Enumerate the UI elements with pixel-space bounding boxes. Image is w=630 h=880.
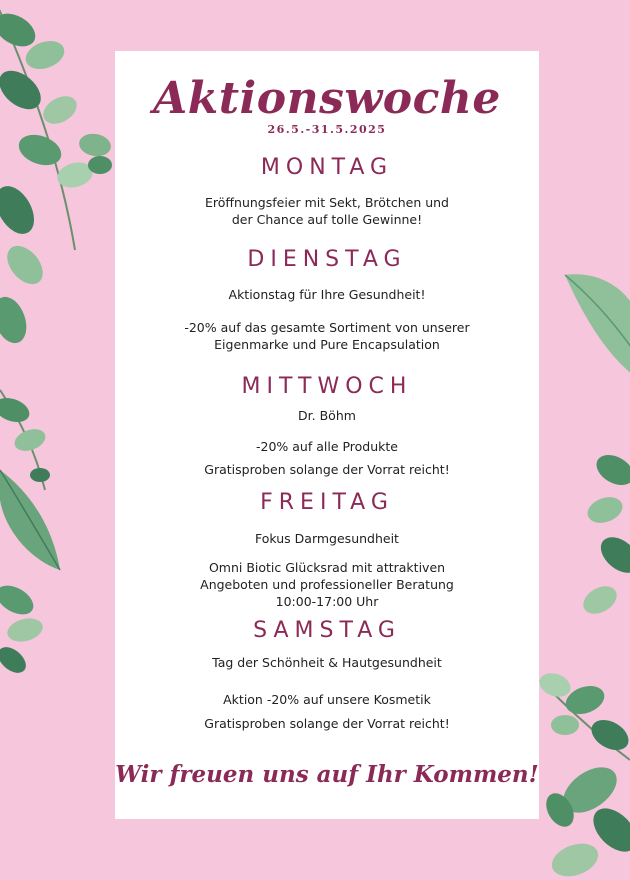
wednesday-line-2: -20% auf alle Produkte — [255, 439, 398, 454]
tuesday-line-3: Eigenmarke und Pure Encapsulation — [214, 337, 440, 352]
wednesday-line-1: Dr. Böhm — [298, 408, 356, 423]
friday-line-1: Fokus Darmgesundheit — [255, 531, 399, 546]
friday-line-4: 10:00-17:00 Uhr — [275, 594, 379, 609]
saturday-line-1: Tag der Schönheit & Hautgesundheit — [212, 655, 442, 670]
monday-line-1: Eröffnungsfeier mit Sekt, Brötchen und — [205, 195, 449, 210]
day-heading-saturday: SAMSTAG — [253, 618, 401, 643]
day-heading-wednesday: MITTWOCH — [241, 374, 413, 399]
saturday-line-3: Gratisproben solange der Vorrat reicht! — [204, 716, 450, 731]
day-heading-monday: MONTAG — [260, 155, 394, 180]
flyer-date: 26.5.-31.5.2025 — [267, 123, 387, 136]
day-heading-friday: FREITAG — [260, 490, 394, 515]
day-heading-tuesday: DIENSTAG — [247, 247, 407, 272]
tuesday-line-1: Aktionstag für Ihre Gesundheit! — [228, 287, 426, 302]
right-leaf-cluster — [536, 274, 630, 880]
monday-line-2: der Chance auf tolle Gewinne! — [231, 212, 423, 227]
flyer-card — [115, 51, 539, 819]
left-leaf-cluster — [0, 0, 113, 678]
closing-message: Wir freuen uns auf Ihr Kommen! — [115, 761, 539, 788]
wednesday-line-3: Gratisproben solange der Vorrat reicht! — [204, 462, 450, 477]
tuesday-line-2: -20% auf das gesamte Sortiment von unserer — [184, 320, 470, 335]
flyer-title: Aktionswoche — [153, 73, 501, 124]
friday-line-3: Angeboten und professioneller Beratung — [200, 577, 454, 592]
saturday-line-2: Aktion -20% auf unsere Kosmetik — [223, 692, 431, 707]
friday-line-2: Omni Biotic Glücksrad mit attraktiven — [208, 560, 446, 575]
